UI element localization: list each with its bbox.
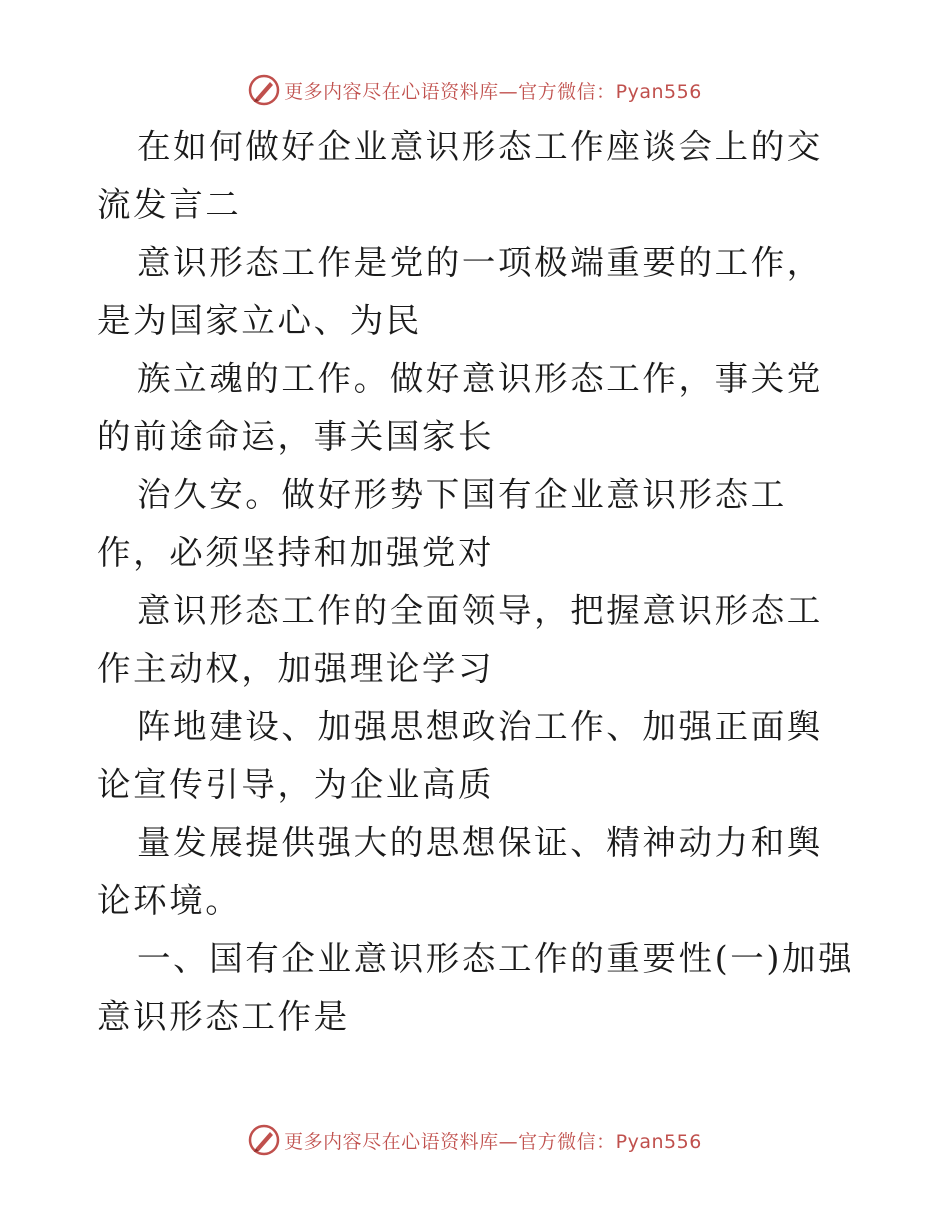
section-heading: 一、国有企业意识形态工作的重要性(一)加强意识形态工作是 — [97, 939, 855, 1036]
document-title: 在如何做好企业意识形态工作座谈会上的交流发言二 — [97, 127, 823, 224]
footer-banner — [0, 1122, 950, 1158]
header-banner-text: 更多内容尽在心语资料库—官方微信：Pyan556 — [284, 80, 702, 103]
paragraph: 量发展提供强大的思想保证、精神动力和舆论环境。 — [97, 823, 823, 920]
header-banner — [0, 72, 950, 108]
paragraph: 意识形态工作是党的一项极端重要的工作，是为国家立心、为民 — [97, 243, 823, 340]
pen-circle-logo-icon — [248, 74, 280, 106]
paragraph: 阵地建设、加强思想政治工作、加强正面舆论宣传引导，为企业高质 — [97, 707, 823, 804]
paragraph: 族立魂的工作。做好意识形态工作，事关党的前途命运，事关国家长 — [97, 359, 823, 456]
paragraph: 治久安。做好形势下国有企业意识形态工作，必须坚持和加强党对 — [97, 475, 787, 572]
document-body — [97, 118, 857, 1046]
pen-circle-logo-icon — [248, 1124, 280, 1156]
footer-banner-text: 更多内容尽在心语资料库—官方微信：Pyan556 — [284, 1130, 702, 1153]
paragraph: 意识形态工作的全面领导，把握意识形态工作主动权，加强理论学习 — [97, 591, 823, 688]
